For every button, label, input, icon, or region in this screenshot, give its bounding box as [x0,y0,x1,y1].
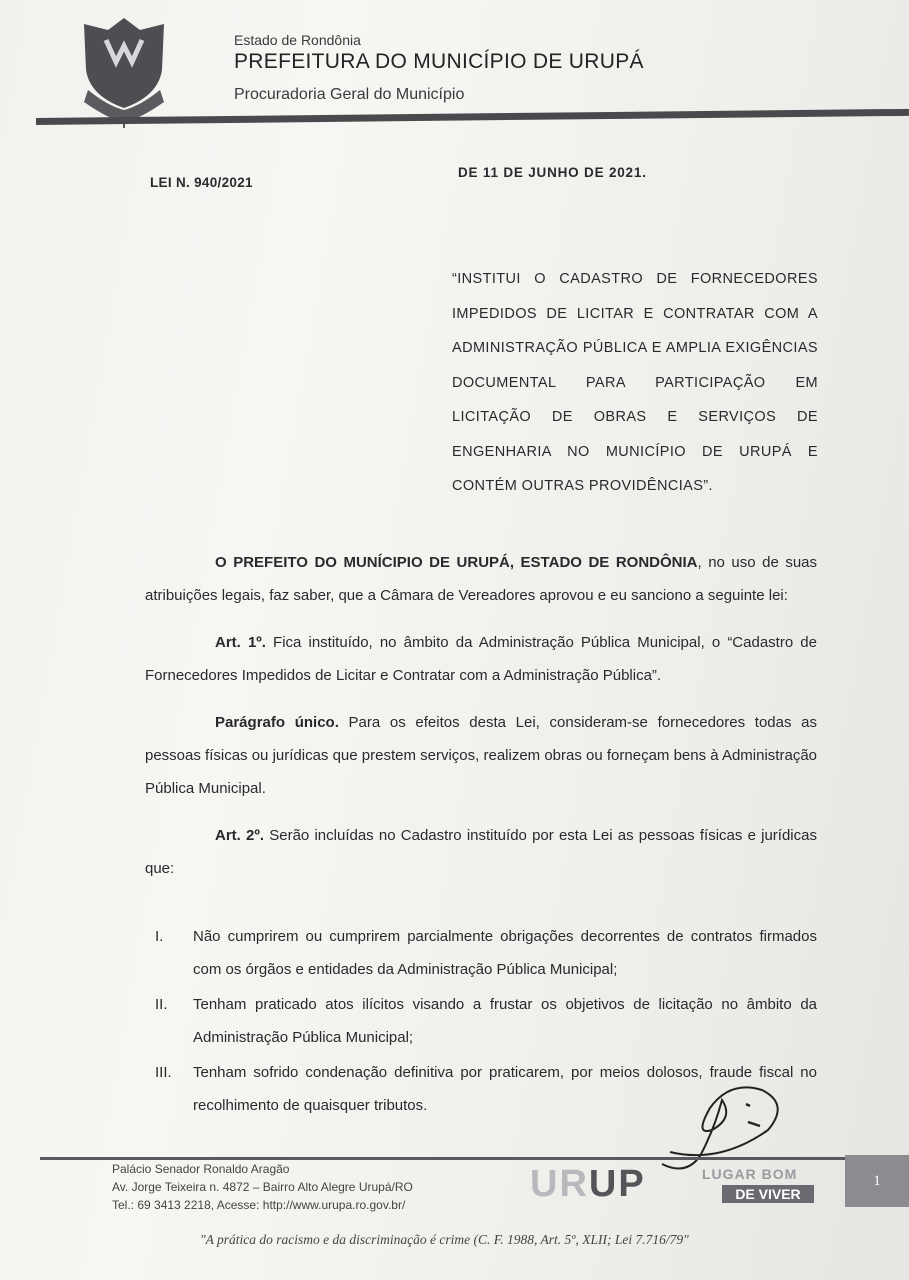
law-date: DE 11 DE JUNHO DE 2021. [458,165,647,180]
state-name: Estado de Rondônia [234,32,361,48]
article-2-label: Art. 2º. [215,827,265,844]
municipality-title: PREFEITURA DO MUNICÍPIO DE URUPÁ [234,50,644,73]
item-number: III. [155,1064,172,1081]
list-item [145,920,817,986]
footer-contact: Tel.: 69 3413 2218, Acesse: http://www.urupa.ro.gov.br/ [112,1198,406,1212]
footer-quote: "A prática do racismo e da discriminação é crime (C. F. 1988, Art. 5º, XLII; Lei 7.716/79" [200,1232,689,1247]
page-number: 1 [845,1155,909,1207]
footer-palace: Palácio Senador Ronaldo Aragão [112,1162,290,1176]
item-text: Tenham sofrido condenação definitiva por praticarem, por meios dolosos, fraude fiscal no recolhimento de quaisquer tributos. [193,1064,817,1114]
article-2 [145,819,817,885]
law-body [145,546,817,885]
article-1 [145,626,817,692]
sole-paragraph [145,706,817,805]
article-2-text: Serão incluídas no Cadastro instituído por esta Lei as pessoas físicas e jurídicas que: [145,827,817,877]
slogan-top: LUGAR BOM [702,1166,798,1182]
slogan-bottom: DE VIVER [722,1185,814,1203]
article-1-label: Art. 1º. [215,634,266,651]
department-name: Procuradoria Geral do Município [234,86,465,103]
preamble-bold: O PREFEITO DO MUNÍCIPIO DE URUPÁ, ESTADO DE RONDÔNIA [215,554,698,571]
urupa-logo: URUP [530,1163,646,1205]
item-number: I. [155,928,164,945]
footer-address [112,1160,413,1214]
handwritten-signature [650,1060,810,1180]
municipal-crest-icon [78,10,170,130]
item-text: Tenham praticado atos ilícitos visando a frustar os objetivos de licitação no âmbito da Administração Pública Municipal; [193,996,817,1046]
list-item [145,988,817,1054]
item-text: Não cumprirem ou cumprirem parcialmente obrigações decorrentes de contratos firmados com os órgãos e entidades da Administração Pública Municipal; [193,928,817,978]
preamble-text: , no uso de suas atribuições legais, faz saber, que a Câmara de Vereadores aprovou e eu sanciono a seguinte lei: [145,554,817,604]
item-number: II. [155,996,168,1013]
preamble [145,546,817,612]
sole-paragraph-text: Para os efeitos desta Lei, consideram-se fornecedores todas as pessoas físicas ou jurídicas que prestem serviços, realizem obras ou forneçam bens à Administração Pública Municipal. [145,714,818,797]
article-1-text: Fica instituído, no âmbito da Administração Pública Municipal, o “Cadastro de Fornecedores Impedidos de Licitar e Contratar com a Administração Pública”. [145,634,817,684]
footer-street: Av. Jorge Teixeira n. 4872 – Bairro Alto Alegre Urupá/RO [112,1180,413,1194]
sole-paragraph-label: Parágrafo único. [215,714,339,731]
law-number: LEI N. 940/2021 [150,175,253,190]
law-summary: “INSTITUI O CADASTRO DE FORNECEDORES IMPEDIDOS DE LICITAR E CONTRATAR COM A ADMINISTRAÇÃO PÚBLICA E AMPLIA EXIGÊNCIAS DOCUMENTAL PARA PARTICIPAÇÃO EM LICITAÇÃO DE OBRAS E SERVIÇOS DE ENGENHARIA NO MUNICÍPIO DE URUPÁ E CONTÉM OUTRAS PROVIDÊNCIAS”. [452,271,818,494]
